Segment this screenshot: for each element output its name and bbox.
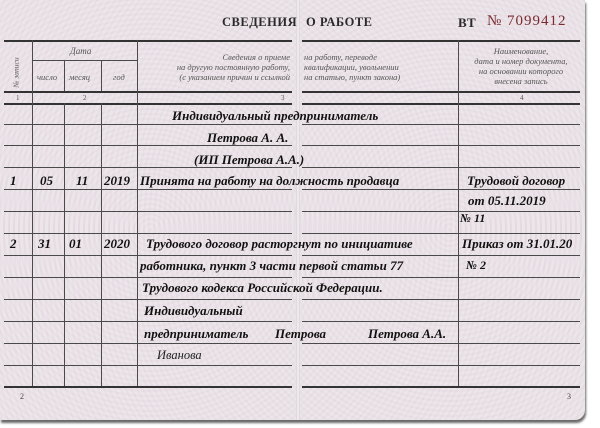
rule [4,277,292,278]
column-divider [137,40,138,386]
employer-line-1: Индивидуальный предприниматель [172,108,379,123]
page-fold [296,0,300,420]
entry1-text: Принята на работу на должность продавца [140,173,400,188]
rule [4,124,292,125]
header-month: месяц [69,72,91,82]
rule [302,211,580,212]
rule [4,343,292,344]
entry2-text-2: работника, пункт 3 части первой статьи 77 [140,258,404,273]
entry2-no: 2 [10,236,17,251]
column-divider [101,60,102,91]
rule [302,365,580,366]
rule [302,167,580,168]
rule [4,211,292,212]
entry1-year: 2019 [104,173,130,188]
rule [4,365,292,366]
rule [4,189,292,190]
entry2-doc-2: № 2 [466,258,486,272]
rule [4,386,292,388]
rule [302,255,580,256]
column-divider [101,103,102,386]
rule [302,233,580,234]
entry2-text-5c: Петрова А.А. [368,326,447,341]
header-date: Дата [70,46,92,56]
entry1-doc-3: № 11 [460,211,486,225]
entry1-day: 05 [40,173,53,188]
employer-line-2: Петрова А. А. [207,130,289,145]
col-number-2: 2 [83,94,87,102]
entry2-text-5b: Петрова [275,326,327,341]
entry2-doc-1: Приказ от 31.01.20 [462,236,573,251]
entry2-text-6: Иванова [157,348,202,362]
rule [4,233,292,234]
employer-line-3: (ИП Петрова А.А.) [194,152,305,167]
page-number-right: 3 [567,392,571,401]
entry1-month: 11 [76,173,89,188]
rule [302,124,580,125]
col-number-3: 3 [281,94,285,102]
column-divider [64,60,65,91]
col-number-1: 1 [16,94,20,102]
rule [4,40,292,42]
column-divider [32,40,33,386]
rule [4,299,292,300]
entry1-doc-2: от 05.11.2019 [468,193,546,208]
rule [302,321,580,322]
rule [4,255,292,256]
header-info-right: на работу, переводе квалификации, увольнении на статью, пункт закона) [304,52,401,82]
rule [4,103,292,105]
header-document: Наименование, дата и номер документа, на основании которого внесена запись [474,46,568,86]
rule [302,299,580,300]
header-year: год [113,72,125,82]
rule [302,386,580,388]
rule [302,145,580,146]
rule [302,343,580,344]
title-left: СВЕДЕНИЯ [222,15,298,29]
entry2-year: 2020 [104,236,130,251]
entry2-text-4: Индивидуальный [144,303,243,318]
col-number-4: 4 [520,94,524,102]
column-divider [64,103,65,386]
entry2-text-1: Трудового договор расторгнут по инициативе [146,236,413,251]
column-divider [458,40,459,386]
entry2-day: 31 [38,236,51,251]
rule [302,277,580,278]
rule [33,60,137,61]
header-info-left: Сведения о приеме на другую постоянную работу, (с указанием причин и ссылкой [176,52,290,82]
rule [4,91,292,93]
entry2-text-3: Трудового кодекса Российской Федерации. [142,280,383,295]
serial-number: № 7099412 [487,13,567,29]
header-day: число [37,72,58,82]
rule [302,189,580,190]
rule [302,91,580,93]
entry2-month: 01 [69,236,82,251]
rule [4,321,292,322]
series-label: ВТ [458,15,477,30]
entry2-text-5a: предприниматель [144,326,249,341]
title-right: О РАБОТЕ [306,15,373,29]
rule [302,103,580,105]
entry1-doc-1: Трудовой договор [467,173,566,188]
page-number-left: 2 [20,392,24,401]
rule [302,40,580,42]
header-record-no: № записи [11,56,21,88]
entry1-no: 1 [10,173,17,188]
